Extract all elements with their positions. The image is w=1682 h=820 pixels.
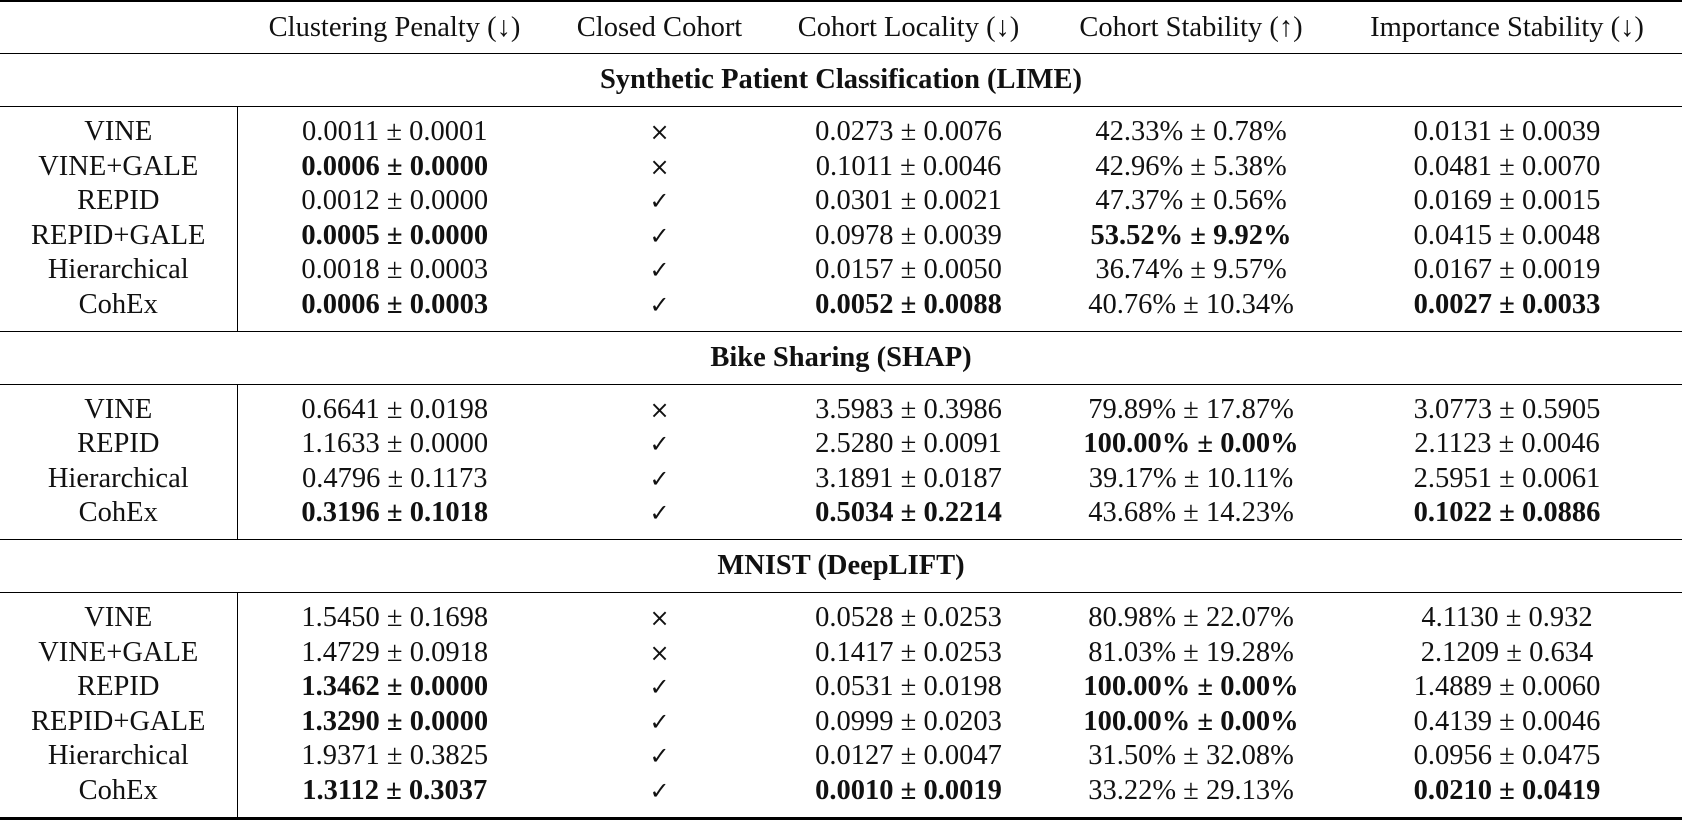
closed-cohort-cell: ✓ <box>649 707 670 736</box>
closed-cohort-cell: × <box>649 638 670 667</box>
importance-stability-cell: 3.0773 ± 0.5905 <box>1413 393 1601 425</box>
spacer-row <box>0 107 1682 116</box>
method-cell: Hierarchical <box>0 253 237 288</box>
cohort-stability-cell: 40.76% ± 10.34% <box>1088 288 1294 320</box>
clustering-penalty-cell: 0.0006 ± 0.0003 <box>301 288 489 320</box>
clustering-penalty-cell: 1.9371 ± 0.3825 <box>301 740 489 772</box>
method-cell: VINE+GALE <box>0 636 237 671</box>
cohort-locality-cell: 0.0301 ± 0.0021 <box>815 185 1002 217</box>
cohort-locality-cell: 0.0978 ± 0.0039 <box>815 219 1002 251</box>
closed-cohort-cell: ✓ <box>649 187 670 216</box>
table-row-hierarchical <box>0 739 1682 774</box>
cohort-locality-cell: 3.1891 ± 0.0187 <box>815 462 1002 494</box>
closed-cohort-cell: × <box>649 603 670 632</box>
table-row-repid <box>0 427 1682 462</box>
closed-cohort-cell: ✓ <box>649 464 670 493</box>
cohort-stability-cell: 47.37% ± 0.56% <box>1095 185 1287 217</box>
header-closed-cohort: Closed Cohort <box>552 1 767 54</box>
method-cell: REPID+GALE <box>0 705 237 740</box>
spacer-row <box>0 809 1682 819</box>
table-row-vine <box>0 393 1682 428</box>
method-cell: REPID <box>0 670 237 705</box>
table-row-vine <box>0 115 1682 150</box>
cohort-stability-cell: 39.17% ± 10.11% <box>1088 462 1294 494</box>
method-cell: Hierarchical <box>0 739 237 774</box>
cohort-stability-cell: 36.74% ± 9.57% <box>1095 254 1287 286</box>
cohort-locality-cell: 0.0157 ± 0.0050 <box>815 254 1002 286</box>
cohort-stability-cell: 43.68% ± 14.23% <box>1088 497 1294 529</box>
method-cell: VINE <box>0 601 237 636</box>
cohort-locality-cell: 3.5983 ± 0.3986 <box>815 393 1002 425</box>
section-title: Bike Sharing (SHAP) <box>0 331 1682 384</box>
importance-stability-cell: 0.4139 ± 0.0046 <box>1413 705 1601 737</box>
cohort-locality-cell: 0.0010 ± 0.0019 <box>815 774 1002 806</box>
clustering-penalty-cell: 0.0011 ± 0.0001 <box>301 116 488 147</box>
importance-stability-cell: 1.4889 ± 0.0060 <box>1413 671 1601 703</box>
method-cell: VINE+GALE <box>0 150 237 185</box>
closed-cohort-cell: ✓ <box>649 673 670 702</box>
importance-stability-cell: 0.0167 ± 0.0019 <box>1413 254 1601 286</box>
method-cell: Hierarchical <box>0 462 237 497</box>
cohort-locality-cell: 0.0273 ± 0.0076 <box>815 116 1002 147</box>
header-cohort-stability: Cohort Stability (↑) <box>1050 1 1332 54</box>
closed-cohort-cell: × <box>649 395 670 424</box>
cohort-locality-cell: 0.0999 ± 0.0203 <box>815 705 1002 737</box>
clustering-penalty-cell: 0.0018 ± 0.0003 <box>301 254 489 286</box>
table-row-repid-gale <box>0 705 1682 740</box>
spacer-row <box>0 531 1682 540</box>
clustering-penalty-cell: 0.6641 ± 0.0198 <box>301 393 489 425</box>
clustering-penalty-cell: 1.1633 ± 0.0000 <box>301 428 489 460</box>
clustering-penalty-cell: 1.4729 ± 0.0918 <box>301 636 489 668</box>
importance-stability-cell: 2.1209 ± 0.634 <box>1420 636 1594 668</box>
closed-cohort-cell: × <box>649 152 670 181</box>
method-cell: REPID <box>0 184 237 219</box>
header-cohort-locality: Cohort Locality (↓) <box>767 1 1050 54</box>
cohort-stability-cell: 100.00% ± 0.00% <box>1083 428 1299 460</box>
table-body <box>0 54 1682 819</box>
cohort-locality-cell: 0.0531 ± 0.0198 <box>815 671 1002 703</box>
method-cell: VINE <box>0 393 237 428</box>
importance-stability-cell: 2.5951 ± 0.0061 <box>1413 462 1601 494</box>
cohort-stability-cell: 79.89% ± 17.87% <box>1088 393 1294 425</box>
clustering-penalty-cell: 1.5450 ± 0.1698 <box>301 601 489 633</box>
cohort-locality-cell: 0.5034 ± 0.2214 <box>815 497 1002 529</box>
cohort-stability-cell: 100.00% ± 0.00% <box>1083 705 1299 737</box>
clustering-penalty-cell: 1.3290 ± 0.0000 <box>301 705 489 737</box>
table-row-repid <box>0 670 1682 705</box>
table-row-cohex <box>0 496 1682 531</box>
cohort-stability-cell: 42.96% ± 5.38% <box>1095 150 1287 182</box>
cohort-locality-cell: 0.0052 ± 0.0088 <box>815 288 1002 320</box>
cohort-locality-cell: 0.0528 ± 0.0253 <box>815 601 1002 633</box>
cohort-stability-cell: 42.33% ± 0.78% <box>1095 116 1287 147</box>
clustering-penalty-cell: 0.0005 ± 0.0000 <box>301 219 489 251</box>
clustering-penalty-cell: 0.0012 ± 0.0000 <box>301 185 489 217</box>
cohort-stability-cell: 33.22% ± 29.13% <box>1088 774 1294 806</box>
closed-cohort-cell: × <box>649 118 670 146</box>
header-clustering-penalty: Clustering Penalty (↓) <box>237 1 552 54</box>
closed-cohort-cell: ✓ <box>649 256 670 285</box>
cohort-locality-cell: 2.5280 ± 0.0091 <box>815 428 1002 460</box>
section-header-bike-sharing-shap <box>0 331 1682 384</box>
clustering-penalty-cell: 1.3462 ± 0.0000 <box>301 671 489 703</box>
header-importance-stability: Importance Stability (↓) <box>1332 1 1682 54</box>
method-cell: CohEx <box>0 288 237 323</box>
table-row-vine-gale <box>0 636 1682 671</box>
closed-cohort-cell: ✓ <box>649 290 670 319</box>
method-cell: VINE <box>0 115 237 150</box>
table-row-cohex <box>0 774 1682 809</box>
table-row-hierarchical <box>0 462 1682 497</box>
importance-stability-cell: 0.0481 ± 0.0070 <box>1413 150 1601 182</box>
cohort-stability-cell: 80.98% ± 22.07% <box>1088 601 1294 633</box>
header-row <box>0 1 1682 54</box>
clustering-penalty-cell: 0.3196 ± 0.1018 <box>301 497 489 529</box>
closed-cohort-cell: ✓ <box>649 430 670 459</box>
closed-cohort-cell: ✓ <box>649 776 670 805</box>
cohort-locality-cell: 0.1011 ± 0.0046 <box>815 150 1002 182</box>
section-title: Synthetic Patient Classification (LIME) <box>0 54 1682 107</box>
table-row-vine-gale <box>0 150 1682 185</box>
importance-stability-cell: 0.0210 ± 0.0419 <box>1413 774 1601 806</box>
table-header <box>0 1 1682 54</box>
table-row-repid-gale <box>0 219 1682 254</box>
importance-stability-cell: 0.0956 ± 0.0475 <box>1413 740 1601 772</box>
closed-cohort-cell: ✓ <box>649 742 670 771</box>
cohort-stability-cell: 53.52% ± 9.92% <box>1090 219 1292 251</box>
cohort-stability-cell: 31.50% ± 32.08% <box>1088 740 1294 772</box>
cohort-stability-cell: 100.00% ± 0.00% <box>1083 671 1299 703</box>
section-title: MNIST (DeepLIFT) <box>0 539 1682 592</box>
clustering-penalty-cell: 1.3112 ± 0.3037 <box>302 774 488 806</box>
cohort-stability-cell: 81.03% ± 19.28% <box>1088 636 1294 668</box>
method-cell: CohEx <box>0 496 237 531</box>
importance-stability-cell: 0.0027 ± 0.0033 <box>1413 288 1601 320</box>
cohort-locality-cell: 0.1417 ± 0.0253 <box>815 636 1002 668</box>
importance-stability-cell: 2.1123 ± 0.0046 <box>1414 428 1600 460</box>
method-cell: CohEx <box>0 774 237 809</box>
table-row-hierarchical <box>0 253 1682 288</box>
spacer-row <box>0 384 1682 393</box>
importance-stability-cell: 4.1130 ± 0.932 <box>1421 601 1593 633</box>
importance-stability-cell: 0.1022 ± 0.0886 <box>1413 497 1601 529</box>
closed-cohort-cell: ✓ <box>649 221 670 250</box>
cohort-locality-cell: 0.0127 ± 0.0047 <box>815 740 1002 772</box>
table-row-repid <box>0 184 1682 219</box>
importance-stability-cell: 0.0169 ± 0.0015 <box>1413 185 1601 217</box>
section-header-synthetic-patient-classification-lime <box>0 54 1682 107</box>
method-cell: REPID+GALE <box>0 219 237 254</box>
clustering-penalty-cell: 0.4796 ± 0.1173 <box>301 462 488 494</box>
clustering-penalty-cell: 0.0006 ± 0.0000 <box>301 150 489 182</box>
table-row-vine <box>0 601 1682 636</box>
importance-stability-cell: 0.0415 ± 0.0048 <box>1413 219 1601 251</box>
closed-cohort-cell: ✓ <box>649 499 670 528</box>
section-header-mnist-deeplift <box>0 539 1682 592</box>
method-cell: REPID <box>0 427 237 462</box>
header-method <box>0 1 237 54</box>
table-row-cohex <box>0 288 1682 323</box>
importance-stability-cell: 0.0131 ± 0.0039 <box>1413 116 1601 147</box>
spacer-row <box>0 592 1682 601</box>
spacer-row <box>0 323 1682 332</box>
